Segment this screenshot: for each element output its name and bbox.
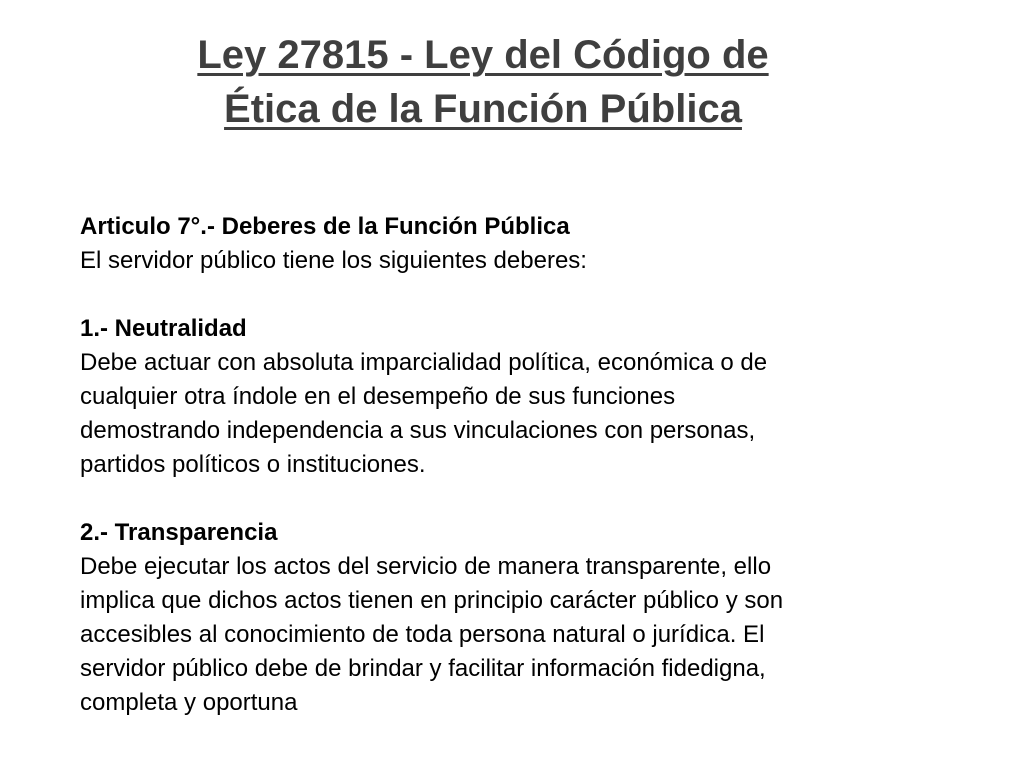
duty-text-line: accesibles al conocimiento de toda persona natural o jurídica. El (80, 621, 765, 648)
duty-text-line: Debe actuar con absoluta imparcialidad política, económica o de (80, 349, 768, 376)
slide-title-line-2: Ética de la Función Pública (224, 87, 742, 131)
duty-text-line: completa y oportuna (80, 689, 298, 716)
duty-text-line: partidos políticos o instituciones. (80, 451, 426, 478)
duty-text-line: servidor público debe de brindar y facilitar información fidedigna, (80, 655, 766, 682)
duty-text-line: cualquier otra índole en el desempeño de sus funciones (80, 383, 676, 410)
duty-text-line: demostrando independencia a sus vinculaciones con personas, (80, 417, 756, 444)
duty-heading: 2.- Transparencia (80, 519, 278, 546)
article-intro: El servidor público tiene los siguientes deberes: (80, 247, 587, 274)
spacer (80, 482, 980, 516)
spacer (80, 278, 980, 312)
article-heading: Articulo 7°.- Deberes de la Función Pública (80, 213, 570, 240)
duty-text-line: implica que dichos actos tienen en principio carácter público y son (80, 587, 784, 614)
duty-transparencia (80, 516, 980, 720)
slide-title (0, 28, 966, 136)
slide-title-line-1: Ley 27815 - Ley del Código de (197, 33, 769, 77)
duty-heading: 1.- Neutralidad (80, 315, 247, 342)
duty-neutralidad (80, 312, 980, 482)
duty-text-line: Debe ejecutar los actos del servicio de manera transparente, ello (80, 553, 772, 580)
slide-body (80, 210, 980, 720)
